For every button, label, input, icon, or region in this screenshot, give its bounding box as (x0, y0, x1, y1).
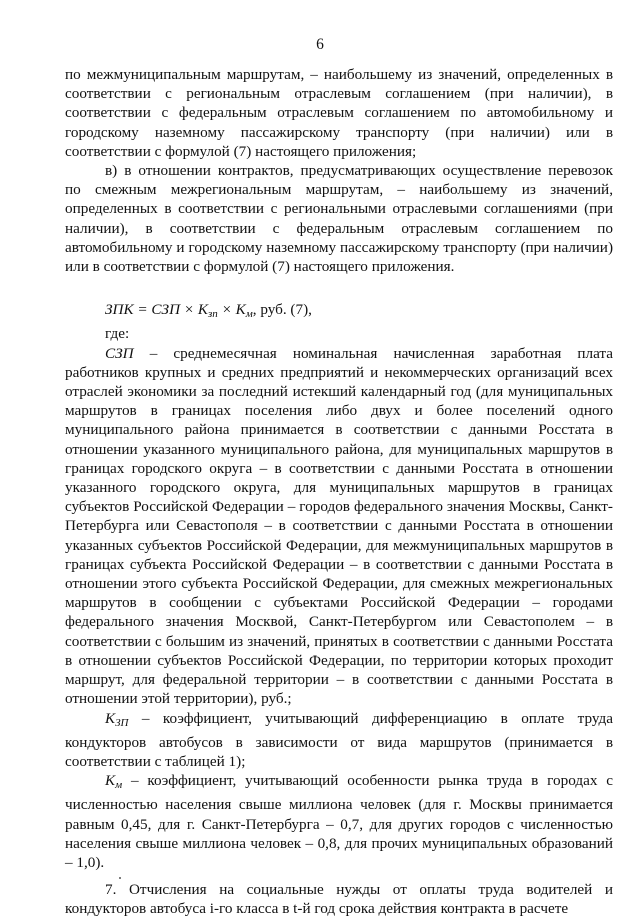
paragraph-7: 7. Отчисления на социальные нужды от оплаты труда водителей и кондукторов автобуса i-го класса в t-й год срока действия контракта в расчете (65, 881, 613, 918)
definition-km-text: – коэффициент, учитывающий особенности рынка труда в городах с численностью населения свыше миллиона человек (для г. Москвы принимается равным 0,45, для г. Санкт-Петербурга – 0,7, для других городов с численностью населения свыше миллиона человек – 0,8, для прочих муниципальных образований – 1,0). (65, 772, 613, 871)
term-km-sub: м (115, 779, 123, 792)
formula-sub-zp: зп (207, 308, 218, 321)
document-body (65, 65, 613, 919)
formula-7 (65, 300, 613, 324)
page-number: 6 (316, 36, 324, 53)
term-kzp-sub: ЗП (115, 716, 129, 729)
term-kzp (105, 710, 128, 727)
term-km-letter: К (105, 772, 116, 790)
formula-sub-m: м (245, 308, 253, 321)
term-szp: СЗП (105, 344, 134, 362)
paragraph-item-v: в) в отношении контрактов, предусматривающих осуществление перевозок по смежным межрегиональным маршрутам, – наибольшему из значений, определенных в соответствии с региональными отраслевыми соглашениями (при наличии), в соответствии с федеральным отраслевым соглашением по автомобильному и городскому наземному пассажирскому транспорту (при наличии) или в соответствии с формулой (7) настоящего приложения. (65, 162, 613, 276)
definition-kzp (65, 709, 613, 772)
definition-kzp-text: – коэффициент, учитывающий дифференциацию в оплате труда кондукторов автобусов в зависимости от вида маршрутов (принимается в соответствии с таблицей 1); (65, 709, 613, 770)
where-label: где: (105, 325, 130, 343)
definition-szp (65, 344, 613, 709)
term-km (105, 772, 123, 792)
paragraph-continuation: по межмуниципальным маршрутам, – наибольшему из значений, определенных в соответствии с региональным отраслевым соглашением (при наличии), в соответствии с федеральным отраслевым соглашением по автомобильному и городскому наземному пассажирскому транспорту (при наличии) или в соответствии с формулой (7) настоящего приложения; (65, 66, 613, 160)
term-kzp-letter: К (105, 709, 116, 727)
definition-km (65, 771, 613, 872)
formula-lhs: ЗПК = СЗП × К (105, 301, 208, 319)
scan-dot (119, 877, 121, 879)
definition-szp-text: – среднемесячная номинальная начисленная заработная плата работников крупных и средних предприятий и некоммерческих организаций всех отраслей экономики за последний истекший календарный год (для муниципальных маршрутов в границах поселения либо двух и более поселений одного муниципального района принимается в соответствии с данными Росстата в отношении указанного муниципального района, для муниципальных маршрутов в границах городского округа – в соответствии с данными Росстата в отношении указанного городского округа, для муниципальных маршрутов в границах субъектов Российской Федерации – городов федерального значения Москвы, Санкт-Петербурга или Севастополя – в соответствии с данными Росстата в отношении указанных субъектов Российской Федерации, для межмуниципальных маршрутов в границах субъекта Российской Федерации – в соответствии с данными Росстата в отношении этого субъекта Российской Федерации, для смежных межрегиональных маршрутов в сообщении с субъектами Российской Федерации – городами федерального значения Москвой, Санкт-Петербургом или Севастополем – в соответствии с большим из значений, принятых в соответствии с данными Росстата в отношении субъектов Российской Федерации, по территории которых проходит маршрут, для федеральной территории – в соответствии с данными Росстата в отношении этой территории), руб.; (65, 344, 613, 708)
formula-mid: × К (217, 301, 246, 319)
formula-tail: , руб. (7), (252, 301, 312, 319)
